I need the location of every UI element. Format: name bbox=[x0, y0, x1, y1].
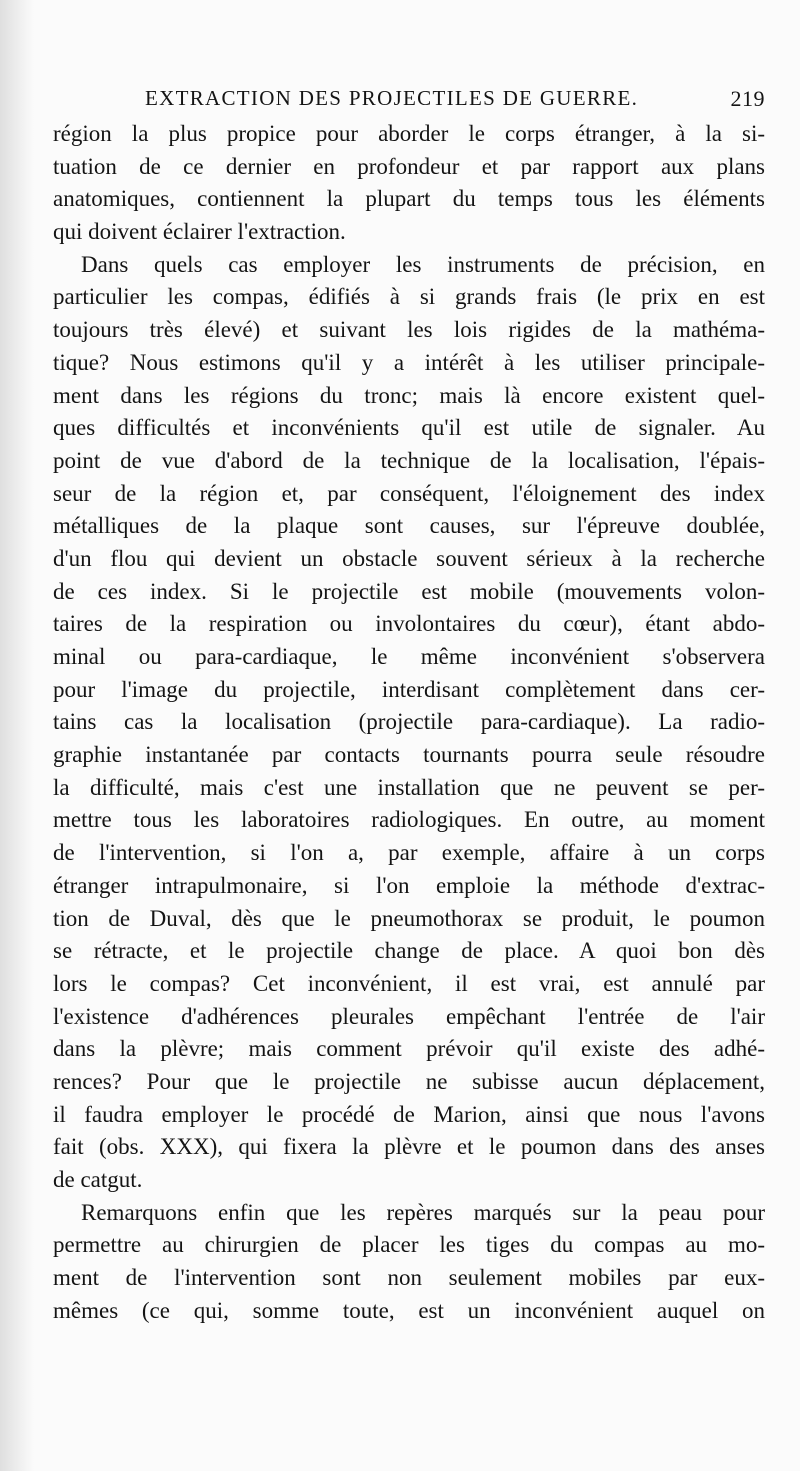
page-header bbox=[145, 86, 765, 116]
text-line: mêmes (ce qui, somme toute, est un inconvénient auquel on bbox=[53, 1297, 765, 1323]
paragraph-start-line: Remarquons enfin que les repères marqués sur la peau pour bbox=[81, 1199, 765, 1225]
text-line: ment de l'intervention sont non seulement mobiles par eux- bbox=[53, 1265, 765, 1291]
text-line: tuation de ce dernier en profondeur et par rapport aux plans bbox=[53, 153, 765, 179]
text-line: se rétracte, et le projectile change de place. A quoi bon dès bbox=[53, 938, 765, 964]
running-head: EXTRACTION DES PROJECTILES DE GUERRE. bbox=[145, 86, 639, 110]
text-line: permettre au chirurgien de placer les tiges du compas au mo- bbox=[53, 1232, 765, 1258]
text-line: anatomiques, contiennent la plupart du temps tous les éléments bbox=[53, 186, 765, 212]
text-line: métalliques de la plaque sont causes, sur l'épreuve doublée, bbox=[53, 513, 765, 539]
text-line: il faudra employer le procédé de Marion, ainsi que nous l'avons bbox=[53, 1101, 765, 1127]
text-line: ment dans les régions du tronc; mais là encore existent quel- bbox=[53, 382, 765, 408]
text-line: la difficulté, mais c'est une installation que ne peuvent se per- bbox=[53, 774, 765, 800]
text-line: mettre tous les laboratoires radiologiques. En outre, au moment bbox=[53, 807, 765, 833]
text-line: taires de la respiration ou involontaires du cœur), étant abdo- bbox=[53, 611, 765, 637]
text-line: étranger intrapulmonaire, si l'on emploie la méthode d'extrac- bbox=[53, 872, 765, 898]
text-line: particulier les compas, édifiés à si grands frais (le prix en est bbox=[53, 284, 765, 310]
page-number: 219 bbox=[730, 86, 765, 111]
text-line: tion de Duval, dès que le pneumothorax se produit, le poumon bbox=[53, 905, 765, 931]
paragraph-start-line: Dans quels cas employer les instruments de précision, en bbox=[81, 251, 765, 277]
text-line: pour l'image du projectile, interdisant complètement dans cer- bbox=[53, 676, 765, 702]
text-line: l'existence d'adhérences pleurales empêchant l'entrée de l'air bbox=[53, 1003, 765, 1029]
body-text bbox=[53, 118, 765, 1327]
text-line: lors le compas? Cet inconvénient, il est vrai, est annulé par bbox=[53, 970, 765, 996]
text-line: minal ou para-cardiaque, le même inconvénient s'observera bbox=[53, 644, 765, 669]
text-line: graphie instantanée par contacts tournants pourra seule résoudre bbox=[53, 742, 765, 768]
text-line: de ces index. Si le projectile est mobile (mouvements volon- bbox=[53, 578, 765, 604]
text-line: de l'intervention, si l'on a, par exemple, affaire à un corps bbox=[53, 840, 765, 866]
text-line: de catgut. bbox=[53, 1167, 143, 1192]
text-line: ques difficultés et inconvénients qu'il est utile de signaler. Au bbox=[53, 415, 765, 441]
text-line: point de vue d'abord de la technique de la localisation, l'épais- bbox=[53, 447, 765, 473]
text-line: fait (obs. XXX), qui fixera la plèvre et le poumon dans des anses bbox=[53, 1134, 765, 1160]
text-line: d'un flou qui devient un obstacle souvent sérieux à la recherche bbox=[53, 545, 765, 571]
text-line: seur de la région et, par conséquent, l'éloignement des index bbox=[53, 480, 765, 506]
text-line: qui doivent éclairer l'extraction. bbox=[53, 219, 346, 245]
text-line: dans la plèvre; mais comment prévoir qu'il existe des adhé- bbox=[53, 1036, 765, 1062]
text-line: région la plus propice pour aborder le corps étranger, à la si- bbox=[53, 121, 765, 146]
page-edge-shadow bbox=[0, 0, 34, 1471]
text-line: tains cas la localisation (projectile para-cardiaque). La radio- bbox=[53, 709, 765, 735]
text-line: tique? Nous estimons qu'il y a intérêt à les utiliser principale- bbox=[53, 349, 765, 375]
text-line: toujours très élevé) et suivant les lois rigides de la mathéma- bbox=[53, 317, 765, 343]
text-line: rences? Pour que le projectile ne subisse aucun déplacement, bbox=[53, 1068, 765, 1094]
